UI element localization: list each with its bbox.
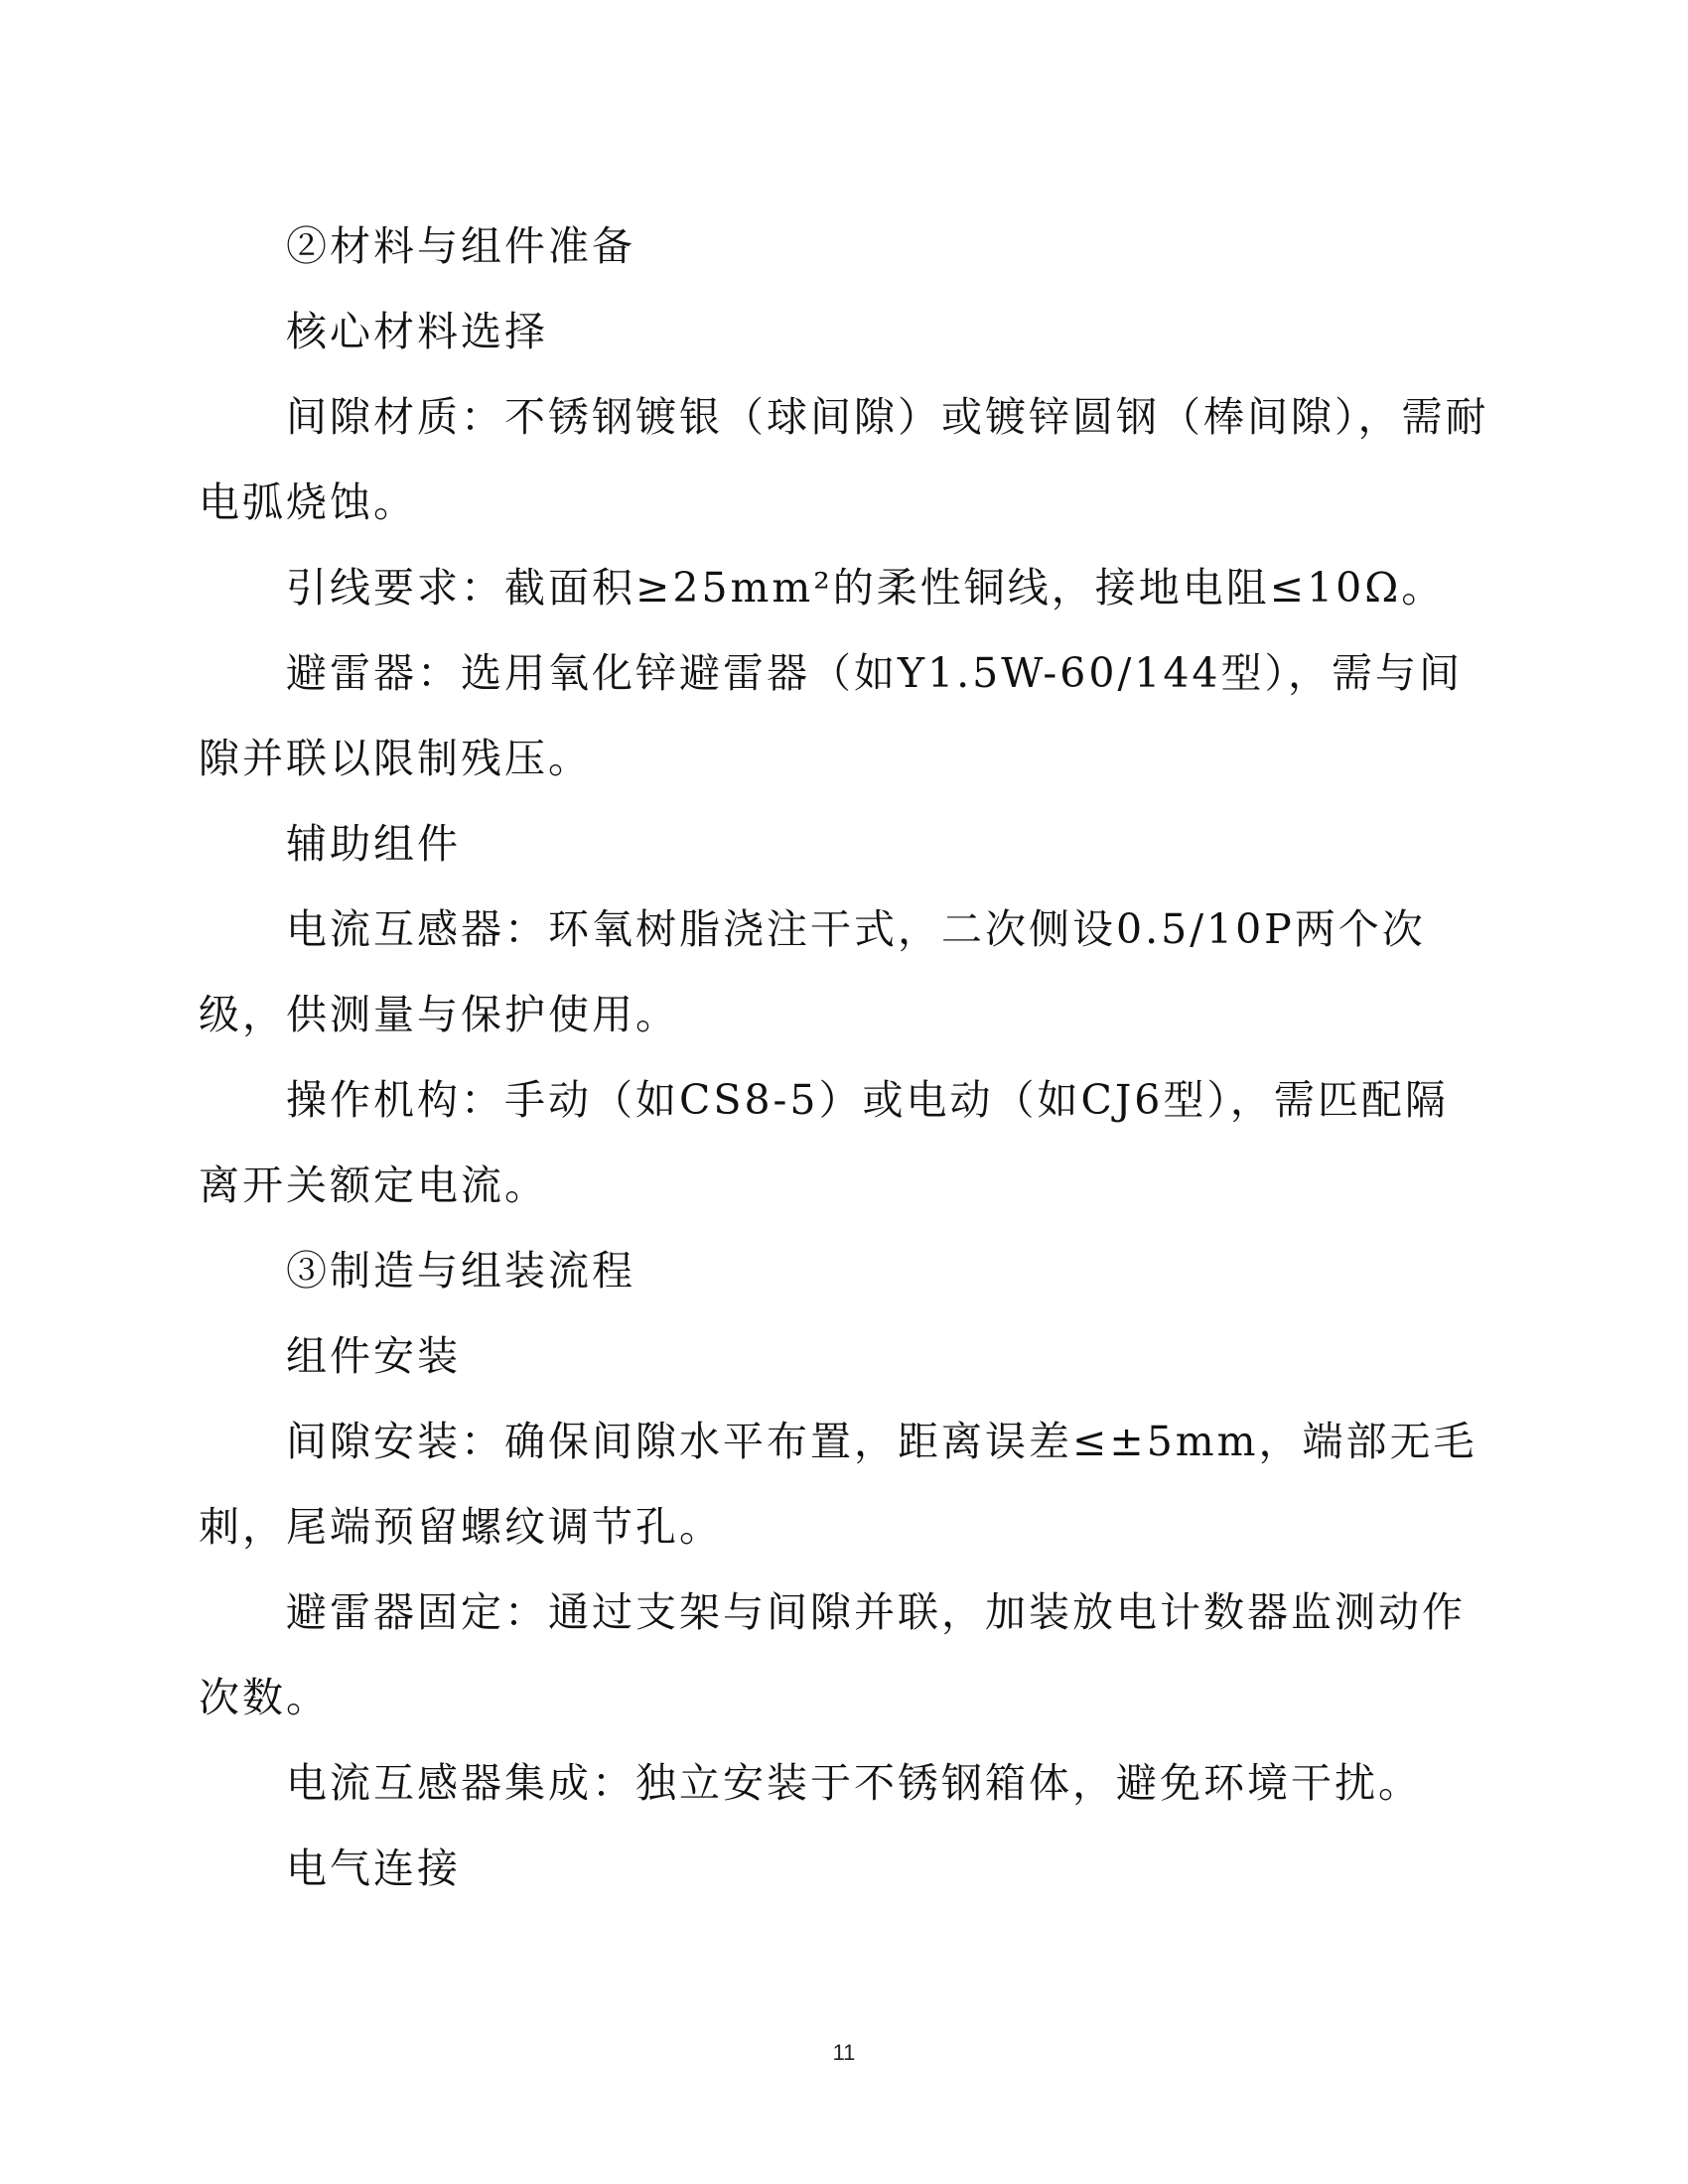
subheading-component-installation: 组件安装 (286, 1332, 461, 1380)
subheading-core-materials: 核心材料选择 (286, 308, 548, 355)
section-heading-manufacturing: ③制造与组装流程 (286, 1247, 635, 1295)
paragraph-operating-mechanism: 操作机构：手动（如CS8-5）或电动（如CJ6型），需匹配隔离开关额定电流。 (199, 1076, 1449, 1209)
paragraph-ct-integration: 电流互感器集成：独立安装于不锈钢箱体，避免环境干扰。 (286, 1759, 1422, 1807)
page-number: 11 (832, 2040, 856, 2065)
paragraph-gap-installation: 间隙安装：确保间隙水平布置，距离误差≤±5mm，端部无毛刺，尾端预留螺纹调节孔。 (199, 1418, 1477, 1551)
paragraph-arrester-fixing: 避雷器固定：通过支架与间隙并联，加装放电计数器监测动作次数。 (199, 1588, 1466, 1721)
section-heading-materials: ②材料与组件准备 (286, 222, 635, 270)
paragraph-arrester: 避雷器：选用氧化锌避雷器（如Y1.5W-60/144型），需与间隙并联以限制残压。 (199, 649, 1464, 782)
paragraph-gap-material: 间隙材质：不锈钢镀银（球间隙）或镀锌圆钢（棒间隙），需耐电弧烧蚀。 (199, 393, 1489, 526)
document-body (199, 204, 1489, 1911)
paragraph-lead-requirement: 引线要求：截面积≥25mm²的柔性铜线，接地电阻≤10Ω。 (286, 564, 1446, 612)
paragraph-current-transformer: 电流互感器：环氧树脂浇注干式，二次侧设0.5/10P两个次级，供测量与保护使用。 (199, 905, 1426, 1038)
subheading-electrical-connection: 电气连接 (286, 1844, 461, 1892)
subheading-auxiliary-components: 辅助组件 (286, 820, 461, 868)
